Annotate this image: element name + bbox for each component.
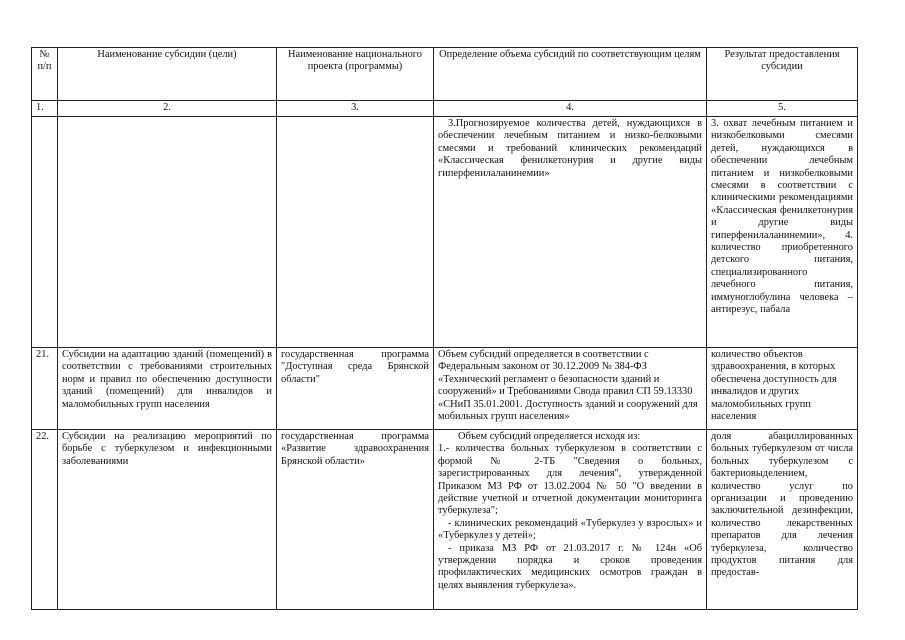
- col-number-4: 4.: [434, 101, 707, 117]
- header-subsidy: Наименование субсидии (цели): [58, 48, 277, 101]
- volume-definition: [434, 430, 707, 610]
- subsidy-table: [31, 47, 858, 610]
- header-num: № п/п: [32, 48, 58, 101]
- definition-line: - приказа МЗ РФ от 21.03.2017 г. № 124н «Об утверждении порядка и сроков проведения профилактических медицинских осмотров граждан в целях выявления туберкулеза».: [438, 542, 702, 591]
- row-number: 21.: [32, 348, 58, 430]
- header-program: Наименование национального проекта (программы): [277, 48, 434, 101]
- header-result: Результат предоставления субсидии: [707, 48, 858, 101]
- subsidy-result: количество объектов здравоохранения, в которых обеспечена доступность для инвалидов и других маломобильных групп населения: [707, 348, 858, 430]
- subsidy-name: [58, 117, 277, 348]
- header-definition: Определение объема субсидий по соответствующим целям: [434, 48, 707, 101]
- col-number-1: 1.: [32, 101, 58, 117]
- table-row: [32, 117, 858, 348]
- col-number-2: 2.: [58, 101, 277, 117]
- col-number-5: 5.: [707, 101, 858, 117]
- volume-definition: 3.Прогнозируемое количества детей, нуждающихся в обеспечении лечебным питанием и низко-белковыми смесями и требований клинических рекомендаций «Классическая фенилкетонурия и другие виды гиперфенилаланинемии»: [434, 117, 707, 348]
- row-number: [32, 117, 58, 348]
- definition-line: - клинических рекомендаций «Туберкулез у взрослых» и «Туберкулез у детей»;: [438, 517, 702, 542]
- subsidy-result: доля абациллированных больных туберкулезом от числа больных туберкулезом с бактериовыделением, количество услуг по организации и проведению заключительной дезинфекции, количество лекарственных препаратов для лечения туберкулеза, количество продуктов питания для предостав-: [707, 430, 858, 610]
- table-row: [32, 430, 858, 610]
- program-name: [277, 117, 434, 348]
- program-name: государственная программа «Развитие здравоохранения Брянской области»: [277, 430, 434, 610]
- subsidy-name: Субсидии на реализацию мероприятий по борьбе с туберкулезом и инфекционными заболеваниями: [58, 430, 277, 610]
- program-name: государственная программа "Доступная среда Брянской области": [277, 348, 434, 430]
- subsidy-name: Субсидии на адаптацию зданий (помещений) в соответствии с требованиями строительных норм и правил по обеспечению доступности зданий (помещений) для инвалидов и маломобильных групп населения: [58, 348, 277, 430]
- definition-line: 1.- количества больных туберкулезом в соответствии с формой № 2-ТБ "Сведения о больных, зарегистрированных для лечения", утвержденной Приказом МЗ РФ от 13.02.2004 № 50 "О введении в действие учетной и отчетной документации мониторинга туберкулеза";: [438, 443, 702, 517]
- table-header-row: [32, 48, 858, 101]
- row-number: 22.: [32, 430, 58, 610]
- table-row: [32, 348, 858, 430]
- definition-line: Объем субсидий определяется исходя из:: [458, 431, 641, 442]
- column-number-row: [32, 101, 858, 117]
- col-number-3: 3.: [277, 101, 434, 117]
- volume-definition: Объем субсидий определяется в соответствии с Федеральным законом от 30.12.2009 № 384-ФЗ «Технический регламент о безопасности зданий и сооружений» и Требованиями Свода правил СП 59.13330 «СНиП 35.01.2001. Доступность зданий и сооружений для мобильных групп населения»: [434, 348, 707, 430]
- subsidy-result: 3. охват лечебным питанием и низкобелковыми смесями детей, нуждающихся в обеспечении лечебным питанием и низкобелковыми смесями в соответствии с клиническими рекомендациями «Классическая фенилкетонурия и другие виды гиперфенилаланинемии», 4. количество приобретенного детского питания, специализированного лечебного питания, иммуноглобулина человека – антирезус, пабала: [707, 117, 858, 348]
